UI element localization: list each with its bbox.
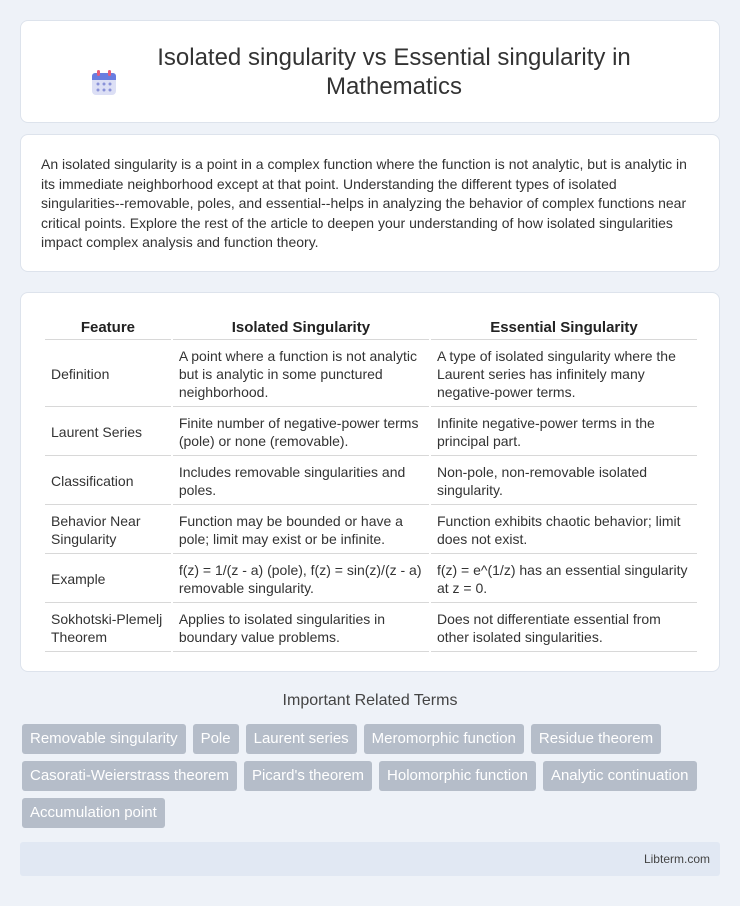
- cell-feature: Definition: [45, 342, 171, 407]
- comparison-card: [20, 292, 720, 672]
- cell-essential: Does not differentiate essential from other isolated singularities.: [431, 605, 697, 652]
- intro-text: An isolated singularity is a point in a complex function where the function is not analytic, but is analytic in its immediate neighborhood except at that point. Understanding the different types of isolated singularities--removable, poles, and essential--helps in analyzing the behavior of complex functions near critical points. Explore the rest of the article to deepen your understanding of how isolated singularities impact complex analysis and function theory.: [41, 156, 687, 251]
- cell-isolated: Function may be bounded or have a pole; limit may exist or be infinite.: [173, 507, 429, 554]
- cell-feature: Classification: [45, 458, 171, 505]
- header-essential: Essential Singularity: [431, 315, 697, 340]
- cell-essential: f(z) = e^(1/z) has an essential singularity at z = 0.: [431, 556, 697, 603]
- related-tag[interactable]: Meromorphic function: [364, 724, 524, 754]
- related-tag[interactable]: Pole: [193, 724, 239, 754]
- cell-feature: Example: [45, 556, 171, 603]
- related-tag[interactable]: Laurent series: [246, 724, 357, 754]
- cell-feature: Sokhotski-Plemelj Theorem: [45, 605, 171, 652]
- related-terms-title: Important Related Terms: [282, 692, 458, 709]
- cell-essential: Non-pole, non-removable isolated singularity.: [431, 458, 697, 505]
- page-title: Isolated singularity vs Essential singularity in Mathematics: [157, 43, 631, 100]
- cell-feature: Laurent Series: [45, 409, 171, 456]
- calendar-icon: [90, 69, 118, 97]
- cell-isolated: A point where a function is not analytic but is analytic in some punctured neighborhood.: [173, 342, 429, 407]
- related-tag[interactable]: Casorati-Weierstrass theorem: [22, 761, 237, 791]
- footer-brand-link[interactable]: Libterm.com: [643, 852, 710, 866]
- cell-isolated: f(z) = 1/(z - a) (pole), f(z) = sin(z)/(z - a) removable singularity.: [173, 556, 429, 603]
- cell-essential: Function exhibits chaotic behavior; limit does not exist.: [431, 507, 697, 554]
- related-tag[interactable]: Accumulation point: [22, 798, 165, 828]
- related-tag[interactable]: Holomorphic function: [379, 761, 536, 791]
- cell-essential: Infinite negative-power terms in the principal part.: [431, 409, 697, 456]
- header-isolated: Isolated Singularity: [173, 315, 429, 340]
- related-tag[interactable]: Removable singularity: [22, 724, 186, 754]
- table-row: [45, 409, 697, 456]
- header-card: [20, 20, 720, 123]
- cell-isolated: Applies to isolated singularities in boundary value problems.: [173, 605, 429, 652]
- related-tag[interactable]: Picard's theorem: [244, 761, 372, 791]
- table-row: [45, 342, 697, 407]
- related-tag[interactable]: Analytic continuation: [543, 761, 697, 791]
- cell-feature: Behavior Near Singularity: [45, 507, 171, 554]
- footer: [20, 842, 720, 876]
- related-tag[interactable]: Residue theorem: [531, 724, 661, 754]
- table-row: [45, 458, 697, 505]
- header-feature: Feature: [45, 315, 171, 340]
- table-row: [45, 507, 697, 554]
- table-header-row: [45, 315, 697, 340]
- table-row: [45, 605, 697, 652]
- table-row: [45, 556, 697, 603]
- related-terms-list: [22, 724, 722, 828]
- comparison-table: [43, 313, 699, 654]
- cell-essential: A type of isolated singularity where the Laurent series has infinitely many negative-power terms.: [431, 342, 697, 407]
- cell-isolated: Includes removable singularities and poles.: [173, 458, 429, 505]
- intro-card: [20, 134, 720, 272]
- cell-isolated: Finite number of negative-power terms (pole) or none (removable).: [173, 409, 429, 456]
